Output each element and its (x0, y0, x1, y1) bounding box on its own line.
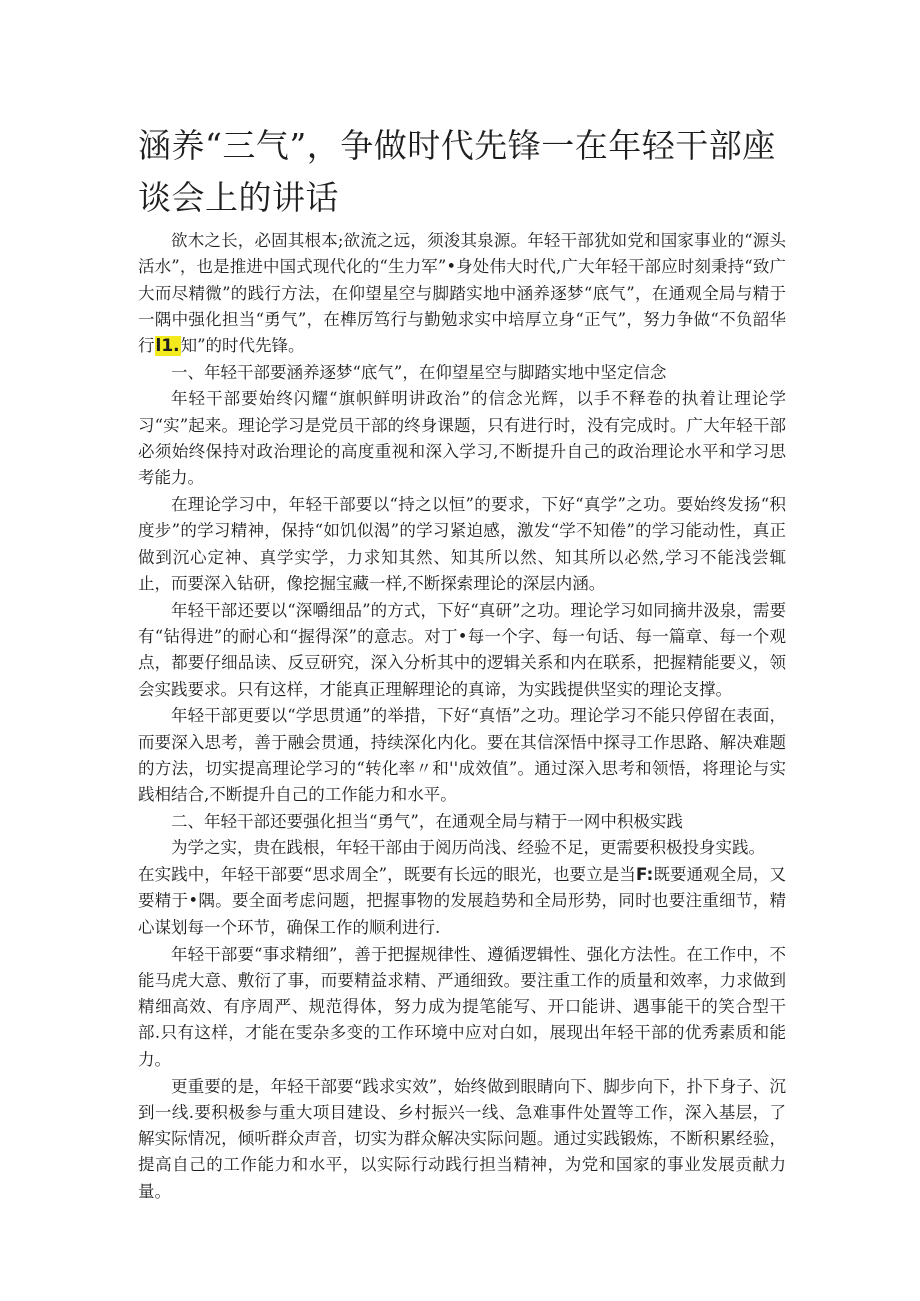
body-paragraph: 年轻干部要“事求精细”，善于把握规律性、遵循逻辑性、强化方法性。在工作中，不能马虎大意、敷衍了事，而要精益求精、严通细致。要注重工作的质量和效率，力求做到精细高效、有序周严、规范得体，努力成为提笔能写、开口能讲、遇事能干的笑合型干部.只有这样，才能在雯杂多变的工作环境中应对白如，展现出年轻干部的优秀素质和能力。 (138, 944, 786, 1069)
body-paragraph: 为学之实，贵在践根，年轻干部由于阅历尚浅、经验不足，更需要积极投身实践。 (171, 838, 765, 858)
highlighted-text: l1. (155, 336, 180, 357)
ocr-glyph-text: F: (635, 865, 654, 886)
intro-paragraph (138, 228, 786, 359)
document-title: 涵养“三气”，争做时代先锋一在年轻干部座谈会上的讲话 (138, 126, 776, 217)
body-paragraph: 更重要的是，年轻干部要“践求实效”，始终做到眼睛向下、脚步向下，扑下身子、沉到一线.要积极参与重大项目建设、乡村振兴一线、急难事件处置等工作，深入基层，了解实际情况，倾听群众声音，切实为群众解决实际问题。通过实践锻炼，不断积累经验，提高自己的工作能力和水平，以实际行动践行担当精神，为党和国家的事业发展贡献力量。 (138, 1076, 786, 1201)
intro-text-part2: 知”的时代先锋。 (180, 336, 305, 356)
body-paragraph: 在理论学习中，年轻干部要以“持之以恒”的要求，下好“真学”之功。要始终发扬“积度步”的学习精神，保持“如饥似渴”的学习紧迫感，激发“学不知倦”的学习能动性，真正做到沉心定神、真学实学，力求知其然、知其所以然、知其所以必然,学习不能浅尝辄止，而要深入钻研，像挖掘宝藏一样,不断探索理论的深层内涵。 (138, 494, 786, 593)
para6-text-part2: 既要通观全局，又要精于•隅。要全面考虑问题，把握事物的发展趋势和全局形势，同时也要注重细节，精心谋划每一个环节，确保工作的顺利进行. (138, 865, 787, 937)
intro-text-part1: 欲木之长，必固其根本;欲流之远，须浚其泉源。年轻干部犹如党和国家事业的“源头活水”，也是推进中国式现代化的“生力军”•身处伟大时代,广大年轻干部应时刻秉持“致广大而尽精微”的践行方法，在仰望星空与脚踏实地中涵养逐梦“底气”，在通观全局与精于一隅中强化担当“勇气”，在榫厉笃行与勤勉求实中培厚立身“正气”，努力争做“不负韶华行 (138, 231, 786, 356)
body-paragraph (138, 862, 786, 941)
section-heading-2: 二、年轻干部还要强化担当“勇气”，在通观全局与精于一网中积极实践 (171, 812, 683, 832)
section-heading-1: 一、年轻干部要涵养逐梦“底气”，在仰望星空与脚踏实地中坚定信念 (171, 362, 667, 382)
body-paragraph: 年轻干部要始终闪耀“旗帜鲜明讲政治”的信念光辉，以手不释卷的执着让理论学习“实”起来。理论学习是党员干部的终身课题，只有进行时，没有完成时。广大年轻干部必须始终保持对政治理论的高度重视和深入学习,不断提升自己的政治理论水平和学习思考能力。 (138, 389, 786, 488)
document-body (138, 228, 786, 1205)
para6-text-part1: 在实践中，年轻干部要“思求周全”，既要有长远的眼光，也要立是当 (138, 865, 636, 885)
body-paragraph: 年轻干部还要以“深嚼细品”的方式，下好“真研”之功。理论学习如同摘井汲泉，需要有“钻得进”的耐心和“握得深”的意志。对丁•每一个字、每一句话、每一篇章、每一个观点，都要仔细品读、反豆研究，深入分析其中的逻辑关系和内在联系，把握精能要义，领会实践要求。只有这样，才能真正理解理论的真谛，为实践提供坚实的理论支撑。 (138, 600, 786, 699)
body-paragraph: 年轻干部更要以“学思贯通”的举措，下好“真悟”之功。理论学习不能只停留在表面，而要深入思考，善于融会贯通，持续深化内化。要在其信深悟中探寻工作思路、解决难题的方法，切实提高理论学习的“转化率〃和''成效值”。通过深入思考和领悟，将理论与实践相结合,不断提升自己的工作能力和水平。 (138, 706, 786, 805)
